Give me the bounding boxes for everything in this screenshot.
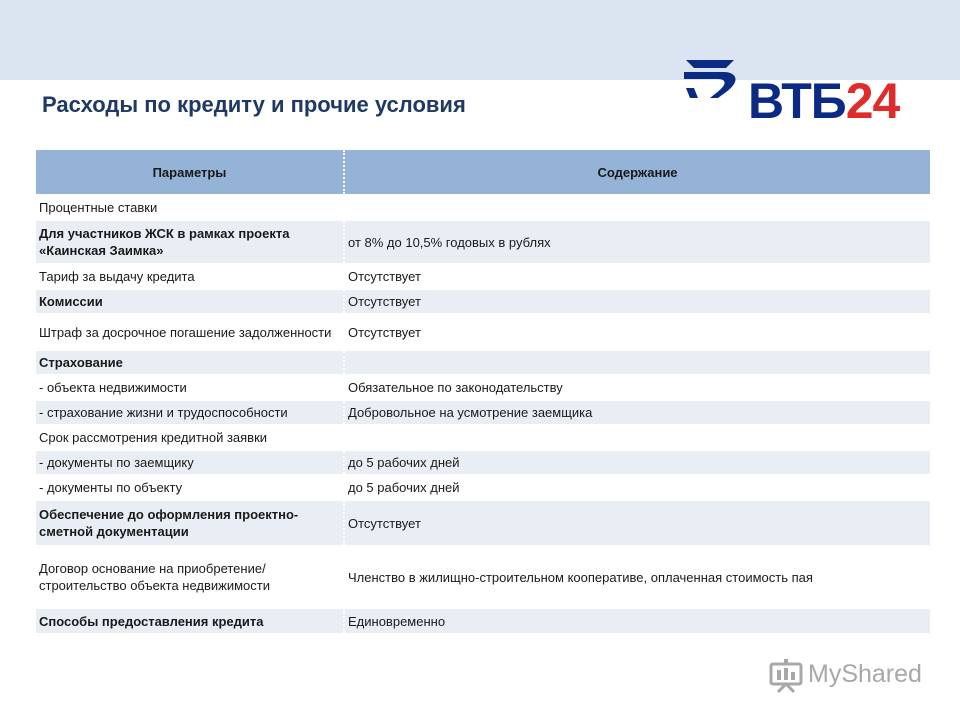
myshared-watermark (768, 656, 938, 696)
row-content (344, 195, 930, 220)
row-content: до 5 рабочих дней (344, 475, 930, 500)
header-params: Параметры (36, 150, 344, 195)
table-header-row (36, 150, 930, 195)
header-content: Содержание (344, 150, 930, 195)
row-content: Членство в жилищно-строительном кооперативе, оплаченная стоимость пая (344, 546, 930, 608)
row-content: Обязательное по законодательству (344, 375, 930, 400)
table-row (36, 475, 930, 500)
watermark-text: MyShared (808, 660, 922, 688)
table-row (36, 195, 930, 220)
row-content: Отсутствует (344, 289, 930, 314)
row-content: Отсутствует (344, 500, 930, 546)
row-content: Единовременно (344, 608, 930, 633)
row-param: Договор основание на приобретение/строительство объекта недвижимости (36, 546, 344, 608)
logo-wordmark (748, 73, 900, 129)
conditions-table (36, 150, 930, 633)
table-row (36, 608, 930, 633)
table-row (36, 450, 930, 475)
row-param: - объекта недвижимости (36, 375, 344, 400)
row-param: Тариф за выдачу кредита (36, 264, 344, 289)
slide-title: Расходы по кредиту и прочие условия (42, 92, 466, 117)
row-content (344, 425, 930, 450)
row-param: Обеспечение до оформления проектно-сметной документации (36, 500, 344, 546)
table-row (36, 314, 930, 350)
row-param: Для участников ЖСК в рамках проекта «Каинская Заимка» (36, 220, 344, 264)
row-content: от 8% до 10,5% годовых в рублях (344, 220, 930, 264)
row-param: Штраф за досрочное погашение задолженности (36, 314, 344, 350)
table-row (36, 375, 930, 400)
row-param: - страхование жизни и трудоспособности (36, 400, 344, 425)
table-row (36, 546, 930, 608)
table-row (36, 350, 930, 375)
logo-text-main: ВТБ (748, 73, 846, 129)
row-content: до 5 рабочих дней (344, 450, 930, 475)
row-param: - документы по заемщику (36, 450, 344, 475)
vtb24-logo (682, 58, 912, 128)
vtb-emblem-icon (682, 58, 742, 104)
row-content: Отсутствует (344, 264, 930, 289)
table-row (36, 220, 930, 264)
row-param: - документы по объекту (36, 475, 344, 500)
row-content: Добровольное на усмотрение заемщика (344, 400, 930, 425)
row-param: Страхование (36, 350, 344, 375)
row-content (344, 350, 930, 375)
table-row (36, 425, 930, 450)
row-param: Способы предоставления кредита (36, 608, 344, 633)
table-row (36, 400, 930, 425)
logo-text-num: 24 (845, 73, 900, 129)
row-content: Отсутствует (344, 314, 930, 350)
row-param: Процентные ставки (36, 195, 344, 220)
table-row (36, 289, 930, 314)
row-param: Комиссии (36, 289, 344, 314)
row-param: Срок рассмотрения кредитной заявки (36, 425, 344, 450)
presentation-board-icon (768, 658, 804, 694)
table-row (36, 264, 930, 289)
table-row (36, 500, 930, 546)
